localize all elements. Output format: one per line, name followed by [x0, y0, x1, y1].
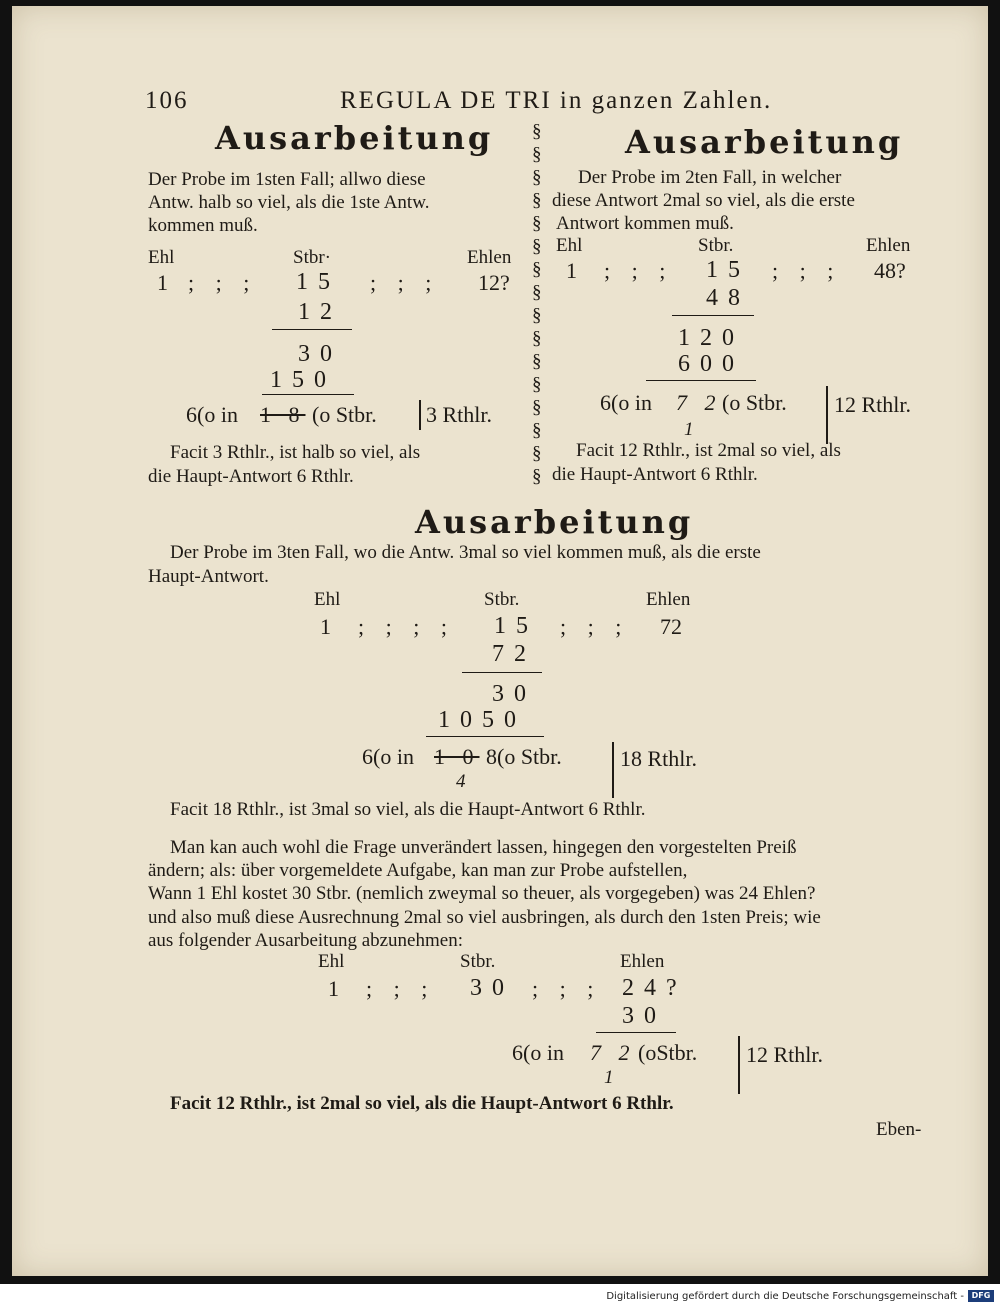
right-row-1: 1 — [566, 258, 577, 283]
last-label-stbr: Stbr. — [460, 951, 496, 972]
paragraph-line-3: Wann 1 Ehl kostet 30 Stbr. (nemlich zweymal so theuer, als vorgegeben) was 24 Ehlen? — [148, 883, 816, 904]
middle-div-a: 6(o in — [362, 744, 414, 769]
right-intro-3: Antwort kommen muß. — [556, 213, 734, 234]
right-facit-2: die Haupt-Antwort 6 Rthlr. — [552, 464, 758, 485]
last-facit: Facit 12 Rthlr., ist 2mal so viel, als die Haupt-Antwort 6 Rthlr. — [170, 1093, 674, 1114]
right-intro-2: diese Antwort 2mal so viel, als die erste — [552, 190, 855, 211]
left-label-ehl: Ehl — [148, 247, 175, 268]
right-rule-1 — [672, 315, 754, 316]
last-row-30: 30 — [470, 975, 514, 1001]
right-div-c: (o Stbr. — [722, 390, 787, 415]
middle-rule-2 — [426, 736, 544, 737]
paragraph-line-2: ändern; als: über vorgemeldete Aufgabe, kan man zur Probe aufstellen, — [148, 860, 688, 881]
middle-row-dots-1: ; ; ; ; — [358, 614, 455, 639]
right-div-a: 6(o in — [600, 390, 652, 415]
left-div-result: 3 Rthlr. — [426, 402, 493, 427]
left-div-a: 6(o in — [186, 402, 238, 427]
last-div-c: (oStbr. — [638, 1040, 698, 1065]
right-rule-2 — [646, 380, 756, 381]
middle-carry: 4 — [456, 771, 466, 792]
middle-label-ehl: Ehl — [314, 589, 341, 610]
left-label-stbr: Stbr· — [293, 247, 331, 268]
right-div-b: 7 2 — [676, 390, 722, 415]
right-product-1: 120 — [678, 325, 744, 351]
left-label-ehlen: Ehlen — [467, 247, 512, 268]
dfg-logo: DFG — [968, 1290, 994, 1302]
left-intro-2: Antw. halb so viel, als die 1ste Antw. — [148, 192, 430, 213]
right-product-2: 600 — [678, 351, 744, 377]
left-row-15: 15 — [296, 269, 340, 295]
right-title: Ausarbeitung — [625, 123, 904, 161]
right-div-result: 12 Rthlr. — [834, 392, 912, 417]
middle-row-1: 1 — [320, 614, 331, 639]
middle-intro-1: Der Probe im 3ten Fall, wo die Antw. 3mal so viel kommen muß, als die erste — [170, 542, 761, 563]
right-multiplier: 48 — [706, 285, 750, 311]
middle-div-bar — [612, 742, 614, 798]
last-multiplier: 30 — [622, 1003, 666, 1029]
last-label-ehl: Ehl — [318, 951, 345, 972]
right-label-stbr: Stbr. — [698, 235, 734, 256]
middle-intro-2: Haupt-Antwort. — [148, 566, 269, 587]
middle-row-answer: 72 — [660, 614, 682, 639]
left-row-dots-2: ; ; ; — [370, 270, 440, 295]
middle-div-b: 1 0 — [434, 744, 480, 769]
middle-multiplier: 72 — [492, 641, 536, 667]
last-row-dots-2: ; ; ; — [532, 976, 602, 1001]
middle-row-dots-2: ; ; ; — [560, 614, 630, 639]
catchword: Eben- — [876, 1119, 922, 1140]
middle-row-15: 15 — [494, 613, 538, 639]
right-intro-1: Der Probe im 2ten Fall, in welcher — [578, 167, 842, 188]
middle-rule-1 — [462, 672, 542, 673]
footer-credit: Digitalisierung gefördert durch die Deutsche Forschungsgemeinschaft - — [606, 1291, 964, 1302]
left-row-dots-1: ; ; ; — [188, 270, 258, 295]
right-label-ehlen: Ehlen — [866, 235, 911, 256]
left-rule-2 — [262, 394, 354, 395]
left-div-bar — [419, 400, 421, 430]
right-row-dots-2: ; ; ; — [772, 258, 842, 283]
left-row-answer: 12? — [478, 270, 510, 295]
last-label-ehlen: Ehlen — [620, 951, 665, 972]
paragraph-line-4: und also muß diese Ausrechnung 2mal so viel ausbringen, als durch den 1sten Preis; wie — [148, 907, 821, 928]
page-number: 106 — [145, 87, 189, 114]
left-intro-1: Der Probe im 1sten Fall; allwo diese — [148, 169, 426, 190]
middle-div-c: 8(o Stbr. — [486, 744, 562, 769]
middle-product-1: 30 — [492, 681, 536, 707]
right-row-dots-1: ; ; ; — [604, 258, 674, 283]
left-product-1: 30 — [298, 341, 342, 367]
left-div-c: (o Stbr. — [312, 402, 377, 427]
left-intro-3: kommen muß. — [148, 215, 258, 236]
middle-div-result: 18 Rthlr. — [620, 746, 698, 771]
paragraph-line-5: aus folgender Ausarbeitung abzunehmen: — [148, 930, 463, 951]
left-product-2: 150 — [270, 367, 336, 393]
right-row-answer: 48? — [874, 258, 906, 283]
left-div-b: 1 8 — [260, 402, 306, 427]
left-multiplier: 12 — [298, 299, 342, 325]
right-carry: 1 — [684, 419, 694, 440]
left-rule-1 — [272, 329, 352, 330]
middle-label-stbr: Stbr. — [484, 589, 520, 610]
left-facit-1: Facit 3 Rthlr., ist halb so viel, als — [170, 442, 421, 463]
paragraph-line-1: Man kan auch wohl die Frage unverändert lassen, hingegen den vorgestelten Preiß — [170, 837, 797, 858]
middle-facit: Facit 18 Rthlr., ist 3mal so viel, als die Haupt-Antwort 6 Rthlr. — [170, 799, 646, 820]
last-rule — [596, 1032, 676, 1033]
left-title: Ausarbeitung — [215, 119, 494, 157]
left-row-1: 1 — [157, 270, 168, 295]
right-facit-1: Facit 12 Rthlr., ist 2mal so viel, als — [576, 440, 841, 461]
last-div-b: 7 2 — [590, 1040, 636, 1065]
right-label-ehl: Ehl — [556, 235, 583, 256]
last-div-bar — [738, 1036, 740, 1094]
last-carry: 1 — [604, 1067, 614, 1088]
middle-product-2: 1050 — [438, 707, 526, 733]
last-row-answer: 24? — [622, 975, 687, 1001]
last-div-result: 12 Rthlr. — [746, 1042, 824, 1067]
last-row-dots-1: ; ; ; — [366, 976, 436, 1001]
middle-title: Ausarbeitung — [415, 503, 694, 541]
right-div-bar — [826, 386, 828, 444]
last-div-a: 6(o in — [512, 1040, 564, 1065]
left-facit-2: die Haupt-Antwort 6 Rthlr. — [148, 466, 354, 487]
middle-label-ehlen: Ehlen — [646, 589, 691, 610]
last-row-1: 1 — [328, 976, 339, 1001]
right-row-15: 15 — [706, 257, 750, 283]
running-title: REGULA DE TRI in ganzen Zahlen. — [340, 87, 773, 114]
